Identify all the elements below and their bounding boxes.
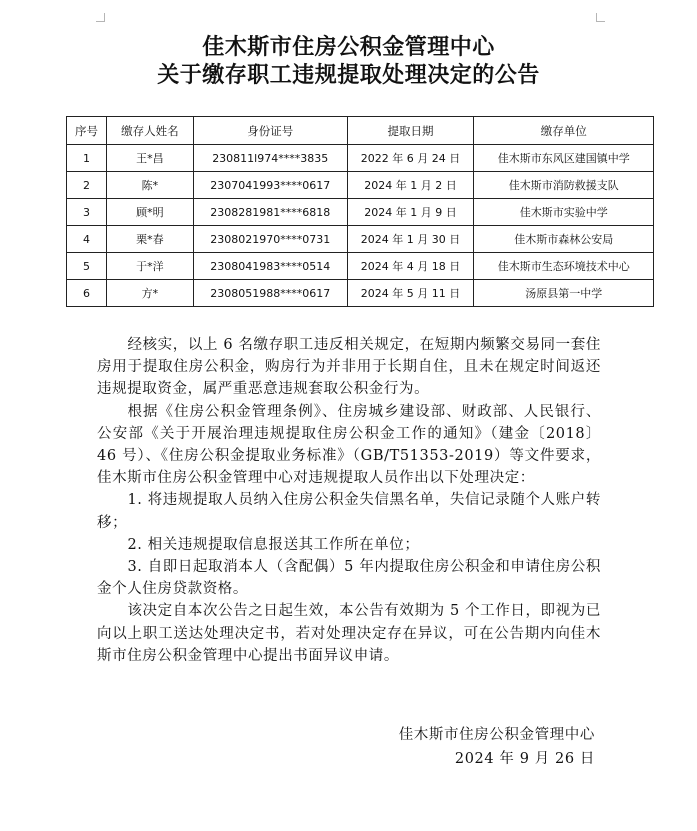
header-employer: 缴存单位	[474, 117, 654, 145]
cell-withdraw-date: 2024 年 1 月 30 日	[347, 226, 474, 253]
cell-withdraw-date: 2022 年 6 月 24 日	[347, 145, 474, 172]
table-row	[67, 145, 654, 172]
cell-employer: 佳木斯市实验中学	[474, 199, 654, 226]
cell-index: 5	[67, 253, 107, 280]
cell-id-number: 230811l974****3835	[193, 145, 347, 172]
cell-id-number: 2308041983****0514	[193, 253, 347, 280]
cell-index: 6	[67, 280, 107, 307]
table-row	[67, 199, 654, 226]
table-header-row	[67, 117, 654, 145]
signature-date: 2024 年 9 月 26 日	[454, 751, 595, 767]
header-name: 缴存人姓名	[106, 117, 193, 145]
cell-employer: 汤原县第一中学	[474, 280, 654, 307]
document-title-line2: 关于缴存职工违规提取处理决定的公告	[157, 62, 540, 88]
cell-name: 栗*春	[106, 226, 193, 253]
cell-id-number: 2308281981****6818	[193, 199, 347, 226]
cell-employer: 佳木斯市东风区建国镇中学	[474, 145, 654, 172]
cell-withdraw-date: 2024 年 5 月 11 日	[347, 280, 474, 307]
page-corner-mark-left	[96, 13, 105, 22]
violation-table	[66, 116, 654, 307]
decision-item-2: 2. 相关违规提取信息报送其工作所在单位；	[127, 536, 420, 553]
header-withdraw-date: 提取日期	[347, 117, 474, 145]
cell-id-number: 2308021970****0731	[193, 226, 347, 253]
page-corner-mark-right	[596, 13, 605, 22]
cell-name: 陈*	[106, 172, 193, 199]
cell-name: 于*洋	[106, 253, 193, 280]
cell-withdraw-date: 2024 年 4 月 18 日	[347, 253, 474, 280]
table-row	[67, 226, 654, 253]
cell-withdraw-date: 2024 年 1 月 9 日	[347, 199, 474, 226]
decision-item-1: 1. 将违规提取人员纳入住房公积金失信黑名单，失信记录随个人账户转移；	[97, 492, 601, 531]
paragraph-effective: 该决定自本次公告之日起生效，本公告有效期为 5 个工作日，即视为已向以上职工送达处理决定书，若对处理决定存在异议，可在公告期内向佳木斯市住房公积金管理中心提出书面异议申请。	[97, 603, 601, 664]
table-row	[67, 253, 654, 280]
header-id-number: 身份证号	[193, 117, 347, 145]
cell-index: 2	[67, 172, 107, 199]
table-row	[67, 280, 654, 307]
header-index: 序号	[67, 117, 107, 145]
paragraph-basis: 根据《住房公积金管理条例》、住房城乡建设部、财政部、人民银行、公安部《关于开展治理违规提取住房公积金工作的通知》（建金〔2018〕46 号）、《住房公积金提取业务标准》（GB/T51353-2019）等文件要求，佳木斯市住房公积金管理中心对违规提取人员作出以下处理决定：	[97, 403, 601, 487]
cell-id-number: 2307041993****0617	[193, 172, 347, 199]
cell-index: 4	[67, 226, 107, 253]
cell-index: 3	[67, 199, 107, 226]
table-row	[67, 172, 654, 199]
cell-employer: 佳木斯市生态环境技术中心	[474, 253, 654, 280]
cell-name: 王*昌	[106, 145, 193, 172]
signature-organization: 佳木斯市住房公积金管理中心	[398, 727, 595, 743]
cell-name: 方*	[106, 280, 193, 307]
cell-id-number: 2308051988****0617	[193, 280, 347, 307]
decision-item-3: 3. 自即日起取消本人（含配偶）5 年内提取住房公积金和申请住房公积金个人住房贷款资格。	[97, 559, 601, 598]
cell-employer: 佳木斯市消防救援支队	[474, 172, 654, 199]
cell-index: 1	[67, 145, 107, 172]
cell-name: 顾*明	[106, 199, 193, 226]
announcement-body	[97, 334, 601, 667]
document-title-line1: 佳木斯市住房公积金管理中心	[202, 34, 495, 60]
paragraph-verification: 经核实，以上 6 名缴存职工违反相关规定，在短期内频繁交易同一套住房用于提取住房公积金，购房行为并非用于长期自住，且未在规定时间返还违规提取资金，属严重恶意违规套取公积金行为。	[97, 337, 601, 398]
cell-withdraw-date: 2024 年 1 月 2 日	[347, 172, 474, 199]
cell-employer: 佳木斯市森林公安局	[474, 226, 654, 253]
